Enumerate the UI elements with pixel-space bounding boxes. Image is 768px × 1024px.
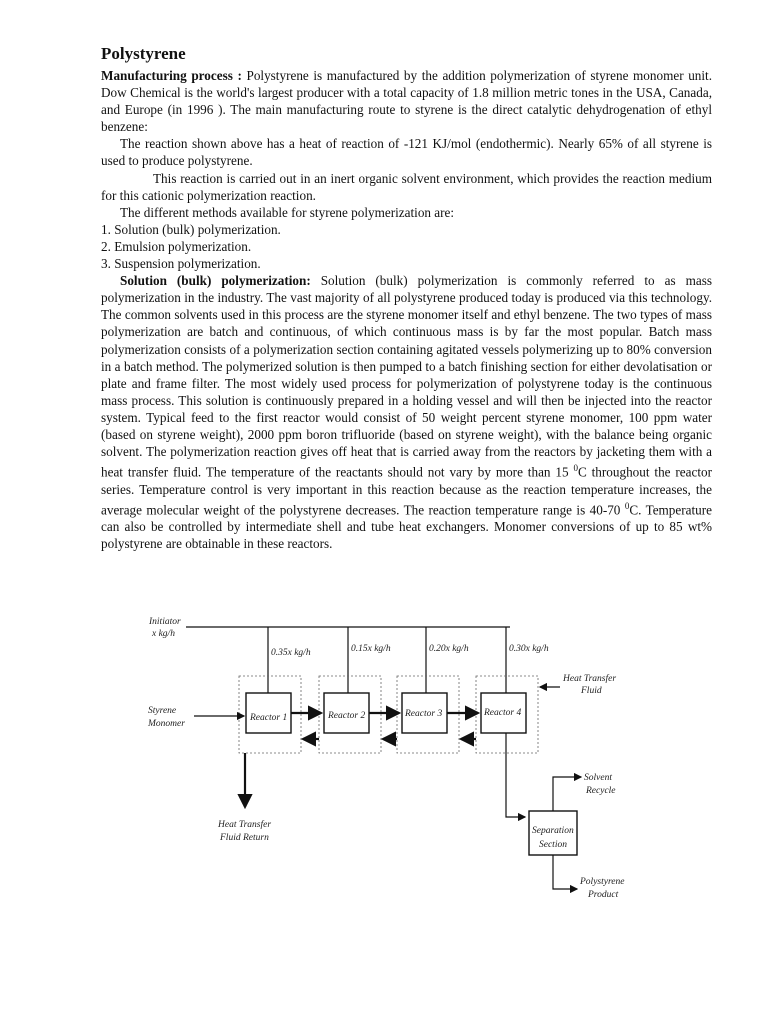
monomer-label: Monomer [148, 719, 185, 729]
feed-label-1: 0.35x kg/h [271, 648, 311, 658]
intro-lead: Manufacturing process : [101, 68, 242, 83]
reactor-3-label: Reactor 3 [405, 709, 443, 719]
method-item-1: 1. Solution (bulk) polymerization. [101, 221, 281, 237]
intro-text: Polystyrene is manufactured by the addition polymerization of styrene monomer unit. Dow Chemical is the world's largest producer with a total capacity of 1.8 million metric tones in the USA, Canada, and Europe (in 1996 ). The main manufacturing route to styrene is the direct catalytic dehydrogenation of ethyl benzene: [101, 68, 713, 135]
separation-label: Separation [532, 826, 574, 836]
htf-in-fluid-label: Fluid [581, 686, 602, 696]
reactor-2-label: Reactor 2 [328, 711, 366, 721]
solution-text-c: C. Temperature can also be controlled by intermediate shell and tube heat exchangers. Monomer conversions of up to 85 wt% polystyrene are obtainable in these reactors. [101, 502, 713, 552]
degree-sup-1: 0 [573, 463, 578, 474]
heat-paragraph: The reaction shown above has a heat of reaction of -121 KJ/mol (endothermic). Nearly 65% of all styrene is used to produce polystyrene. [101, 136, 712, 169]
initiator-rate: x kg/h [152, 629, 175, 639]
solvent-label: Solvent [584, 773, 612, 783]
solution-text-a: Solution (bulk) polymerization is commonly referred to as mass polymerization in the industry. The vast majority of all polystyrene produced today is produced via this technology. The common solvents used in this process are the styrene monomer itself and ethyl benzene. The two types of mass polymerization are batch and continuous, of which continuous mass is by far the most popular. Batch mass polymerization consists of a polymerization section containing agitated vessels polymerizing up to 80% conversion in a batch method. The polymerized solution is then pumped to a batch finishing section for either devolatisation or plate and frame filter. The most widely used process for polymerization of polystyrene today is the continuous mass process. This solution is continuously prepared in a holding vessel and will then be injected into the reactor system. Typical feed to the first reactor would consist of 50 weight percent styrene monomer, 100 ppm water (based on styrene weight), 2000 ppm boron trifluoride (based on styrene weight), with the balance being organic solvent. The polymerization reaction gives off heat that is carried away from the reactors by jacketing them with a heat transfer fluid. The temperature of the reactants should not vary by more than 15 [101, 273, 712, 480]
degree-sup-2: 0 [624, 500, 630, 511]
solvent-recycle-arrow [553, 777, 581, 811]
feed-label-2: 0.15x kg/h [351, 644, 391, 654]
intro-paragraph [101, 67, 712, 135]
section-label: Section [539, 840, 567, 850]
solution-text-b: C throughout the reactor series. Temperature control is very important in this reaction because as the reaction temperature increases, the average molecular weight of the polystyrene decreases. The reaction temperature range is 40-70 [101, 464, 712, 518]
styrene-label: Styrene [148, 706, 177, 716]
initiator-label: Initiator [149, 617, 181, 627]
flow-r4-separation [506, 733, 525, 817]
product-arrow [553, 855, 577, 889]
feed-label-3: 0.20x kg/h [429, 644, 469, 654]
htf-in-label: Heat Transfer [563, 674, 617, 684]
recycle-label: Recycle [586, 786, 616, 796]
product-label: Product [588, 890, 619, 900]
solution-paragraph [101, 272, 712, 552]
polystyrene-label: Polystyrene [580, 877, 625, 887]
reactor-1-label: Reactor 1 [250, 713, 288, 723]
methods-intro: The different methods available for styrene polymerization are: [120, 204, 455, 220]
reactor-4-label: Reactor 4 [484, 708, 522, 718]
htf-return-fluid-label: Fluid Return [220, 833, 269, 843]
method-item-2: 2. Emulsion polymerization. [101, 238, 252, 254]
page-title: Polystyrene [101, 44, 186, 63]
method-item-3: 3. Suspension polymerization. [101, 256, 261, 272]
solution-lead: Solution (bulk) polymerization: [120, 273, 311, 289]
solvent-paragraph: This reaction is carried out in an inert organic solvent environment, which provides the reaction medium for this cationic polymerization reaction. [101, 170, 712, 203]
process-flow-diagram [140, 605, 640, 910]
feed-label-4: 0.30x kg/h [509, 644, 549, 654]
htf-return-label: Heat Transfer [218, 820, 272, 830]
document-page [101, 44, 712, 552]
